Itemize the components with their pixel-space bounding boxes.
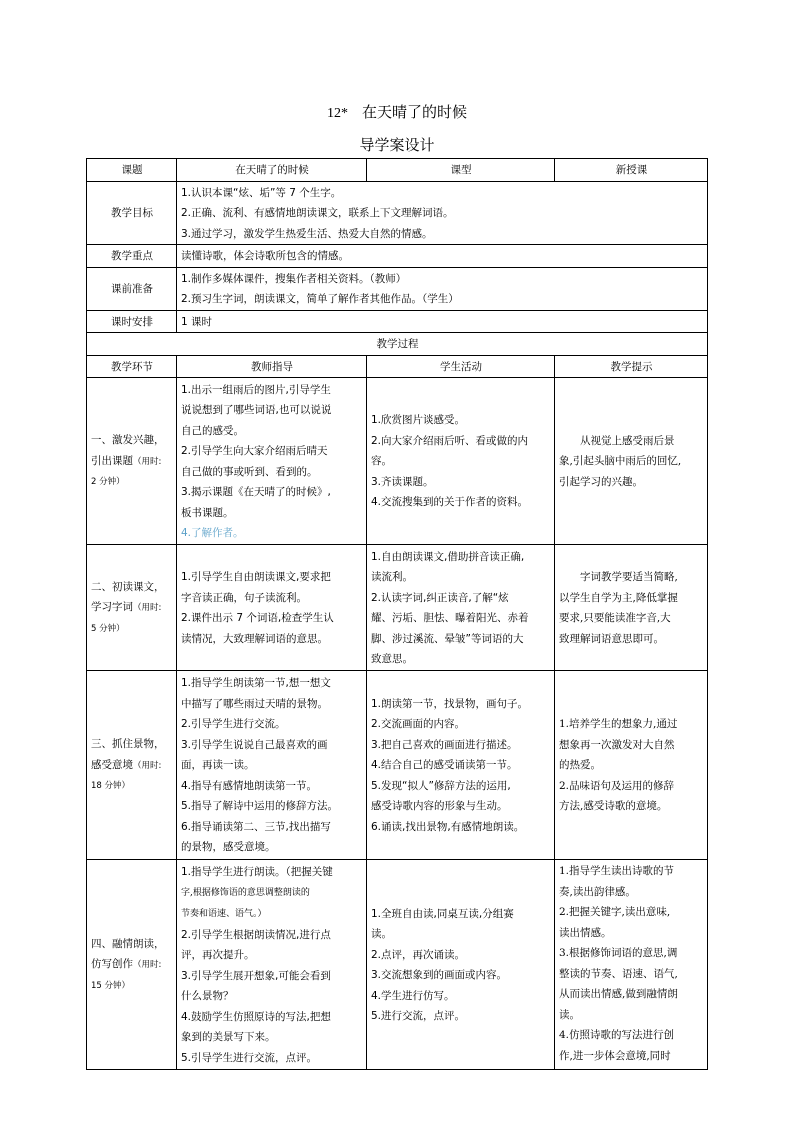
student-line: 4.交流搜集到的关于作者的资料。 bbox=[371, 496, 529, 509]
phase-name: 四、融情朗读， bbox=[91, 937, 165, 950]
tip-line: 想象再一次激发对大自然 bbox=[559, 738, 675, 751]
teacher-line: 3.引导学生说说自己最喜欢的画 bbox=[181, 738, 328, 751]
phase-time: （用时: bbox=[133, 603, 162, 614]
teacher-line: 象到的美景写下来。 bbox=[181, 1031, 276, 1043]
teacher-guidance bbox=[177, 860, 367, 1070]
phase-row bbox=[87, 860, 708, 1070]
topic-value: 在天晴了的时候 bbox=[177, 159, 367, 182]
student-line: 读流利。 bbox=[371, 571, 413, 583]
teaching-tip bbox=[555, 671, 708, 860]
goal-item: 2.正确、流利、有感情地朗读课文，联系上下文理解词语。 bbox=[181, 207, 454, 219]
student-line: 4.学生进行仿写。 bbox=[371, 989, 455, 1002]
goals-row bbox=[87, 181, 708, 245]
topic-label: 课题 bbox=[87, 159, 177, 182]
teacher-line: 2.引导学生向大家介绍雨后晴天 bbox=[181, 445, 328, 457]
tip-line: 的热爱。 bbox=[559, 759, 601, 772]
phase-time: 2 分钟） bbox=[91, 477, 125, 488]
teacher-guidance bbox=[177, 545, 367, 671]
teaching-tip bbox=[555, 860, 708, 1070]
student-line: 感受诗歌内容的形象与生动。 bbox=[371, 800, 508, 813]
lesson-title bbox=[0, 101, 794, 122]
topic-row bbox=[87, 159, 708, 182]
tip-line: 要求,只要能读准字音,大 bbox=[559, 612, 671, 624]
teacher-line: 说说想到了哪些词语,也可以说说 bbox=[181, 404, 332, 416]
prep-content bbox=[177, 267, 708, 310]
phase-time: （用时: bbox=[133, 456, 162, 467]
student-line: 读。 bbox=[371, 928, 392, 940]
phase-time: （用时: bbox=[133, 960, 162, 971]
tip-line: 以学生自学为主,降低掌握 bbox=[559, 591, 678, 604]
phase-step bbox=[87, 671, 177, 860]
teacher-guidance bbox=[177, 378, 367, 545]
prep-item: 1.制作多媒体课件，搜集作者相关资料。（教师） bbox=[181, 272, 407, 285]
student-activity bbox=[367, 860, 555, 1070]
student-line: 耀、污垢、胆怯、曝着阳光、赤着 bbox=[371, 612, 529, 624]
tip-line: 整读的节奏、语速、语气, bbox=[559, 967, 678, 980]
tip-line: 2.把握关键字,读出意味, bbox=[559, 906, 671, 918]
student-line: 1.全班自由读,同桌互读,分组赛 bbox=[371, 907, 514, 920]
student-line: 2.认读字词,纠正读音,了解“炫 bbox=[371, 591, 509, 604]
prep-row bbox=[87, 267, 708, 310]
student-activity bbox=[367, 545, 555, 671]
col-step-header: 教学环节 bbox=[87, 355, 177, 378]
lesson-title-text: 在天晴了的时候 bbox=[361, 103, 467, 121]
type-value: 新授课 bbox=[555, 159, 708, 182]
tip-line: 作,进一步体会意境,同时 bbox=[559, 1049, 671, 1062]
teacher-guidance bbox=[177, 671, 367, 860]
teacher-line: 什么景物？ bbox=[181, 990, 234, 1002]
teacher-line: 1.指导学生朗读第一节,想一想文 bbox=[181, 677, 331, 690]
teacher-line: 5.引导学生进行交流，点评。 bbox=[181, 1051, 318, 1064]
phase-row bbox=[87, 545, 708, 671]
phase-name: 学习字词 bbox=[91, 601, 133, 614]
phase-step bbox=[87, 378, 177, 545]
tip-line: 3.根据修饰词语的意思,调 bbox=[559, 947, 678, 959]
key-value: 读懂诗歌，体会诗歌所包含的情感。 bbox=[177, 245, 708, 268]
teacher-line: 节奏和语速、语气。） bbox=[181, 908, 267, 919]
student-line: 3.齐读课题。 bbox=[371, 475, 434, 488]
teacher-line: 中描写了哪些雨过天晴的景物。 bbox=[181, 697, 328, 710]
teacher-line: 2.课件出示 7 个词语,检查学生认 bbox=[181, 612, 334, 624]
student-line: 容。 bbox=[371, 455, 392, 468]
student-line: 致意思。 bbox=[371, 653, 413, 665]
process-heading: 教学过程 bbox=[87, 333, 708, 356]
hours-label: 课时安排 bbox=[87, 310, 177, 333]
hours-row bbox=[87, 310, 708, 333]
student-line: 2.向大家介绍雨后听、看或做的内 bbox=[371, 434, 529, 447]
student-line: 3.把自己喜欢的画面进行描述。 bbox=[371, 738, 518, 751]
teacher-line: 6.指导诵读第二、三节,找出描写 bbox=[181, 820, 331, 833]
tip-line: 象,引起头脑中雨后的回忆, bbox=[559, 455, 682, 468]
teacher-line: 自己做的事或听到、看到的。 bbox=[181, 465, 318, 478]
student-line: 1.朗读第一节，找景物，画句子。 bbox=[371, 697, 529, 710]
student-line: 2.点评，再次诵读。 bbox=[371, 948, 466, 961]
phase-time: （用时: bbox=[133, 760, 162, 771]
teacher-line: 2.引导学生进行交流。 bbox=[181, 718, 286, 731]
tip-line: 1.指导学生读出诗歌的节 bbox=[559, 865, 675, 877]
student-line: 5.发现“拟人”修辞方法的运用, bbox=[371, 779, 511, 792]
goals-content bbox=[177, 181, 708, 245]
tip-line: 字词教学要适当简略, bbox=[559, 571, 678, 583]
col-teacher-header: 教师指导 bbox=[177, 355, 367, 378]
lesson-plan-table bbox=[86, 158, 708, 1070]
student-line: 3.交流想象到的画面或内容。 bbox=[371, 969, 508, 981]
student-line: 6.诵读,找出景物,有感情地朗读。 bbox=[371, 820, 525, 833]
lesson-number: 12* bbox=[326, 106, 348, 121]
teacher-line: 字,根据修饰语的意思调整朗读的 bbox=[181, 887, 310, 898]
tip-line: 奏,读出韵律感。 bbox=[559, 885, 636, 898]
prep-label: 课前准备 bbox=[87, 267, 177, 310]
col-tip-header: 教学提示 bbox=[555, 355, 708, 378]
prep-item: 2.预习生字词，朗读课文，简单了解作者其他作品。（学生） bbox=[181, 293, 459, 305]
phase-name: 仿写创作 bbox=[91, 958, 133, 971]
col-student-header: 学生活动 bbox=[367, 355, 555, 378]
teacher-line: 2.引导学生根据朗读情况,进行点 bbox=[181, 928, 331, 941]
student-line: 5.进行交流，点评。 bbox=[371, 1010, 466, 1022]
tip-line: 1.培养学生的想象力,通过 bbox=[559, 718, 678, 731]
tip-line: 从而读出情感,做到融情朗 bbox=[559, 988, 678, 1000]
goal-item: 1.认识本课“炫、垢”等 7 个生字。 bbox=[181, 186, 342, 199]
key-row bbox=[87, 245, 708, 268]
teacher-line: 板书课题。 bbox=[181, 506, 234, 519]
tip-line: 引起学习的兴趣。 bbox=[559, 475, 643, 488]
student-line: 4.结合自己的感受诵读第一节。 bbox=[371, 759, 518, 772]
tip-line: 读。 bbox=[559, 1008, 580, 1021]
phase-step bbox=[87, 860, 177, 1070]
type-label: 课型 bbox=[367, 159, 555, 182]
teacher-line: 面，再读一读。 bbox=[181, 759, 255, 772]
goals-label: 教学目标 bbox=[87, 181, 177, 245]
teacher-line: 读情况，大致理解词语的意思。 bbox=[181, 632, 328, 645]
teacher-line: 3.揭示课题《在天晴了的时候》, bbox=[181, 486, 331, 498]
phase-row bbox=[87, 671, 708, 860]
tip-line: 方法,感受诗歌的意境。 bbox=[559, 800, 668, 813]
tip-line: 致理解词语意思即可。 bbox=[559, 632, 664, 645]
process-heading-row bbox=[87, 333, 708, 356]
phase-row bbox=[87, 378, 708, 545]
teacher-line: 自己的感受。 bbox=[181, 424, 244, 437]
phase-name: 感受意境 bbox=[91, 758, 133, 771]
teacher-line: 4.了解作者。 bbox=[181, 527, 244, 539]
phase-time: 5 分钟） bbox=[91, 623, 125, 634]
teacher-line: 4.指导有感情地朗读第一节。 bbox=[181, 779, 318, 792]
teacher-line: 的景物，感受意境。 bbox=[181, 841, 276, 854]
teacher-line: 1.指导学生进行朗读。（把握关键 bbox=[181, 866, 333, 878]
phase-name: 一、激发兴趣， bbox=[91, 434, 165, 447]
teacher-line: 1.出示一组雨后的图片,引导学生 bbox=[181, 383, 331, 396]
student-activity bbox=[367, 378, 555, 545]
phase-time: 15 分钟） bbox=[91, 980, 131, 991]
phase-name: 二、初读课文， bbox=[91, 580, 165, 593]
teaching-tip bbox=[555, 545, 708, 671]
tip-line: 读出情感。 bbox=[559, 926, 612, 939]
tip-line: 2.品味语句及运用的修辞 bbox=[559, 779, 675, 792]
teacher-line: 3.引导学生展开想象,可能会看到 bbox=[181, 969, 331, 982]
student-line: 1.自由朗读课文,借助拼音读正确, bbox=[371, 550, 525, 563]
phase-time: 18 分钟） bbox=[91, 781, 131, 792]
teacher-line: 4.鼓励学生仿照原诗的写法,把想 bbox=[181, 1010, 331, 1023]
teacher-line: 1.引导学生自由朗读课文,要求把 bbox=[181, 571, 331, 583]
hours-value: 1 课时 bbox=[177, 310, 708, 333]
teacher-line: 评，再次提升。 bbox=[181, 949, 255, 961]
phase-step bbox=[87, 545, 177, 671]
process-header-row bbox=[87, 355, 708, 378]
tip-line: 4.仿照诗歌的写法进行创 bbox=[559, 1029, 675, 1041]
student-line: 1.欣赏图片谈感受。 bbox=[371, 414, 466, 427]
teacher-line: 5.指导了解诗中运用的修辞方法。 bbox=[181, 800, 339, 813]
student-activity bbox=[367, 671, 555, 860]
key-label: 教学重点 bbox=[87, 245, 177, 268]
student-line: 2.交流画面的内容。 bbox=[371, 718, 466, 731]
teacher-line: 字音读正确，句子读流利。 bbox=[181, 591, 307, 604]
goal-item: 3.通过学习，激发学生热爱生活、热爱大自然的情感。 bbox=[181, 227, 433, 240]
document-subtitle: 导学案设计 bbox=[359, 136, 435, 154]
phase-name: 三、抓住景物， bbox=[91, 738, 165, 751]
tip-line: 从视觉上感受雨后景 bbox=[559, 434, 675, 447]
student-line: 脚、涉过溪流、晕皱”等词语的大 bbox=[371, 632, 524, 645]
phase-name: 引出课题 bbox=[91, 454, 133, 467]
teaching-tip bbox=[555, 378, 708, 545]
